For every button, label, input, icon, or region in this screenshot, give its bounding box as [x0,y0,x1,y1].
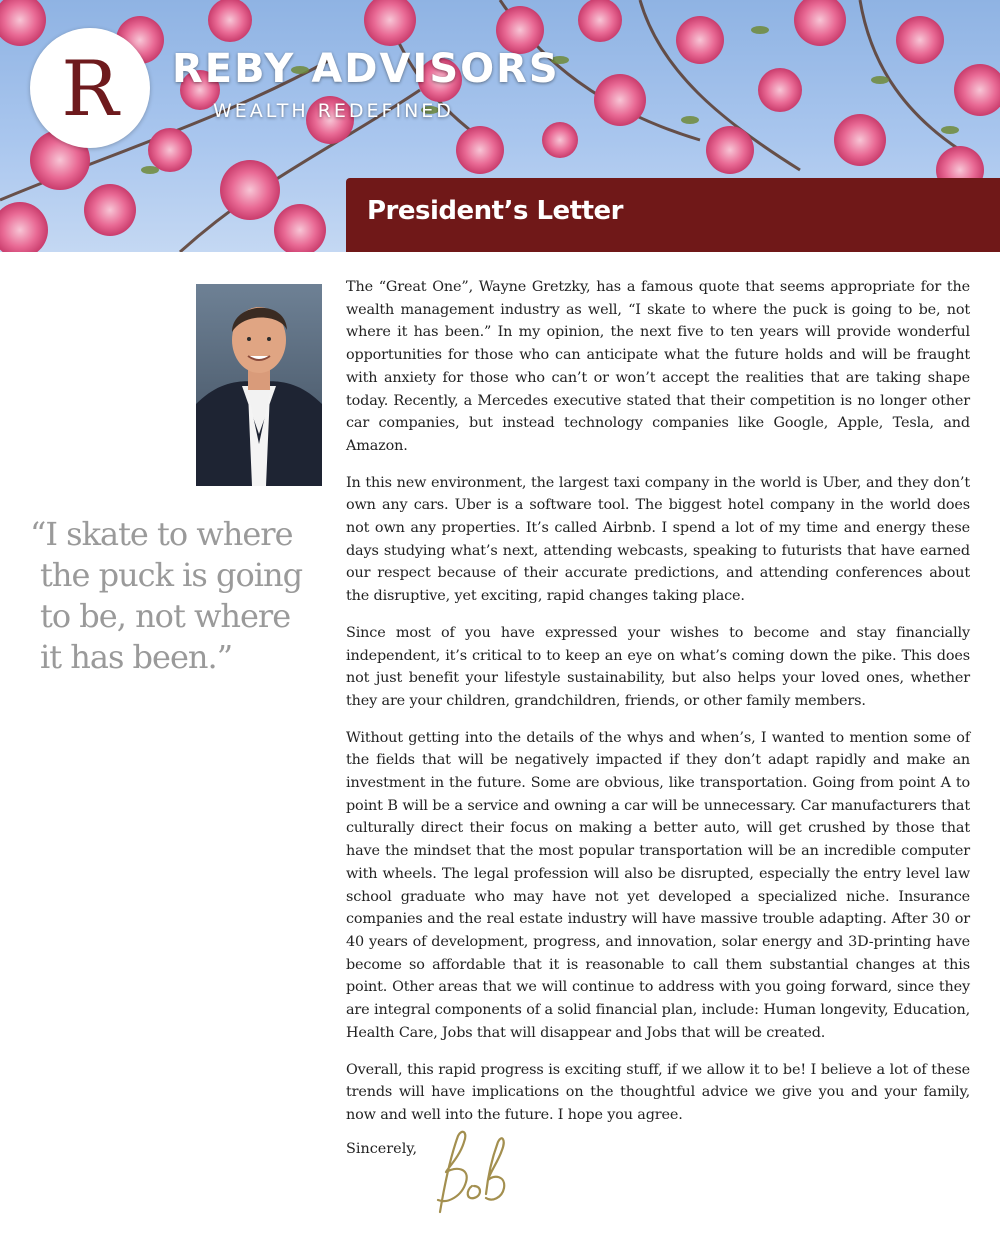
letter-paragraph: Since most of you have expressed your wishes to become and stay financially independent, it’s critical to to keep an eye on what’s coming down the pike. This does not just benefit your lifestyle sustainability, but also helps your loved ones, whether they are your children, grandchildren, friends, or other family members. [346,624,970,709]
closing: Sincerely, [346,1141,418,1157]
letter-body [346,276,970,1141]
letter-paragraph: In this new environment, the largest taxi company in the world is Uber, and they don’t own any cars. Uber is a software tool. The biggest hotel company in the world does not own any properties. It’s called Airbnb. I spend a lot of my time and energy these days studying what’s next, attending webcasts, speaking to futurists that have earned our respect because of their accurate predictions, and attending conferences about the disruptive, yet exciting, rapid changes taking place. [346,474,970,605]
brand-name: REBY ADVISORS [172,46,560,92]
pull-quote-line: to be, not where [40,597,291,635]
page-title: President’s Letter [367,196,624,226]
letter-paragraph: The “Great One”, Wayne Gretzky, has a famous quote that seems appropriate for the wealth management industry as well, “I skate to where the puck is going to be, not where it has been.” In my opinion, the next five to ten years will provide wonderful opportunities for those who can anticipate what the future holds and will be fraught with anxiety for those who can’t or won’t accept the realities that are taking shape today. Recently, a Mercedes executive stated that their competition is no longer other car companies, but instead technology companies like Google, Apple, Tesla, and Amazon. [346,279,970,454]
pull-quote [30,514,320,678]
header-banner [0,0,1000,252]
letter-paragraph: Overall, this rapid progress is exciting stuff, if we allow it to be! I believe a lot of these trends will have implications on the thoughtful advice we give you and your family, now and well into the future. I hope you agree. [346,1061,970,1123]
letter-paragraph: Without getting into the details of the whys and when’s, I wanted to mention some of the fields that will be negatively impacted if they don’t adapt rapidly and make an investment in the future. Some are obvious, like transportation. Going from point A to point B will be a service and owning a car will be unnecessary. Car manufacturers that culturally direct their focus on making a better auto, will get crushed by those that have the mindset that the most popular transportation will be an incredible computer with wheels. The legal profession will also be disrupted, especially the entry level law school graduate who may have not yet developed a specialized niche. Insurance companies and the real estate industry will have massive trouble adapting. After 30 or 40 years of development, progress, and innovation, solar energy and 3D-printing have become so affordable that it is reasonable to call them substantial changes at this point. Other areas that we will continue to address with you going forward, since they are integral components of a solid financial plan, include: Human longevity, Education, Health Care, Jobs that will disappear and Jobs that will be created. [346,729,970,1041]
signature [426,1128,516,1222]
author-portrait [196,284,322,486]
logo [30,28,150,148]
logo-letter: R [61,44,119,133]
pull-quote-line: it has been.” [40,638,233,676]
title-bar [346,178,1000,252]
brand-tagline: WEALTH REDEFINED [213,100,454,122]
pull-quote-line: “I skate to where [30,515,293,553]
pull-quote-line: the puck is going [40,556,303,594]
